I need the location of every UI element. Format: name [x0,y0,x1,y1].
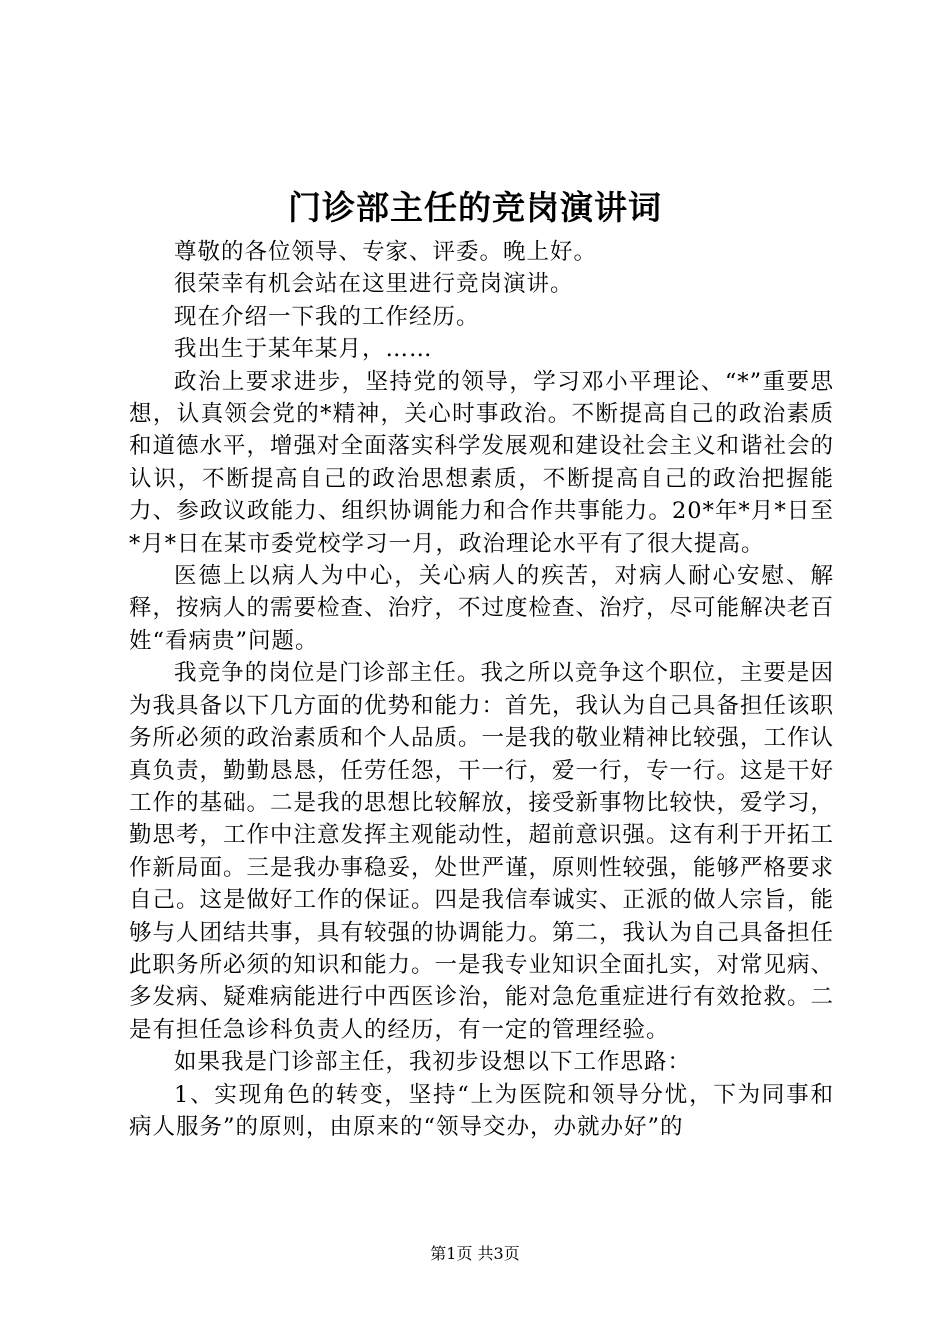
document-title: 门诊部主任的竞岗演讲词 [288,188,662,227]
paragraph-position-strengths: 我竞争的岗位是门诊部主任。我之所以竞争这个职位，主要是因为我具备以下几方面的优势和能力：首先，我认为自己具备担任该职务所必须的政治素质和个人品质。一是我的敬业精神比较强，工作认真负责，勤勤恳恳，任劳任怨，干一行，爱一行，专一行。这是干好工作的基础。二是我的思想比较解放，接受新事物比较快，爱学习，勤思考，工作中注意发挥主观能动性，超前意识强。这有利于开拓工作新局面。三是我办事稳妥，处世严谨，原则性较强，能够严格要求自己。这是做好工作的保证。四是我信奉诚实、正派的做人宗旨，能够与人团结共事，具有较强的协调能力。第二，我认为自己具备担任此职务所必须的知识和能力。一是我专业知识全面扎实，对常见病、多发病、疑难病能进行中西医诊治，能对急危重症进行有效抢救。二是有担任急诊科负责人的经历，有一定的管理经验。 [129,660,835,1043]
paragraph-politics: 政治上要求进步，坚持党的领导，学习邓小平理论、“*”重要思想，认真领会党的*精神，关心时事政治。不断提高自己的政治素质和道德水平，增强对全面落实科学发展观和建设社会主义和谐社会的认识，不断提高自己的政治思想素质，不断提高自己的政治把握能力、参政议政能力、组织协调能力和合作共事能力。20*年*月*日至*月*日在某市委党校学习一月，政治理论水平有了很大提高。 [129,368,835,557]
paragraph-greeting: 尊敬的各位领导、专家、评委。晚上好。 [174,239,598,265]
paragraph-birth: 我出生于某年某月，…… [174,336,433,363]
paragraph-honor: 很荣幸有机会站在这里进行竞岗演讲。 [174,271,574,298]
document-body [129,236,834,1143]
paragraph-medical-ethics: 医德上以病人为中心，关心病人的疾苦，对病人耐心安慰、解释，按病人的需要检查、治疗，不过度检查、治疗，尽可能解决老百姓“看病贵”问题。 [129,563,835,654]
paragraph-plan-item-1: 1、实现角色的转变，坚持“上为医院和领导分忧，下为同事和病人服务”的原则，由原来的“领导交办，办就办好”的 [129,1081,834,1140]
page-footer: 第1页 共3页 [430,1244,520,1263]
paragraph-intro-experience: 现在介绍一下我的工作经历。 [174,303,480,330]
paragraph-work-plan-intro: 如果我是门诊部主任，我初步设想以下工作思路： [174,1049,692,1076]
